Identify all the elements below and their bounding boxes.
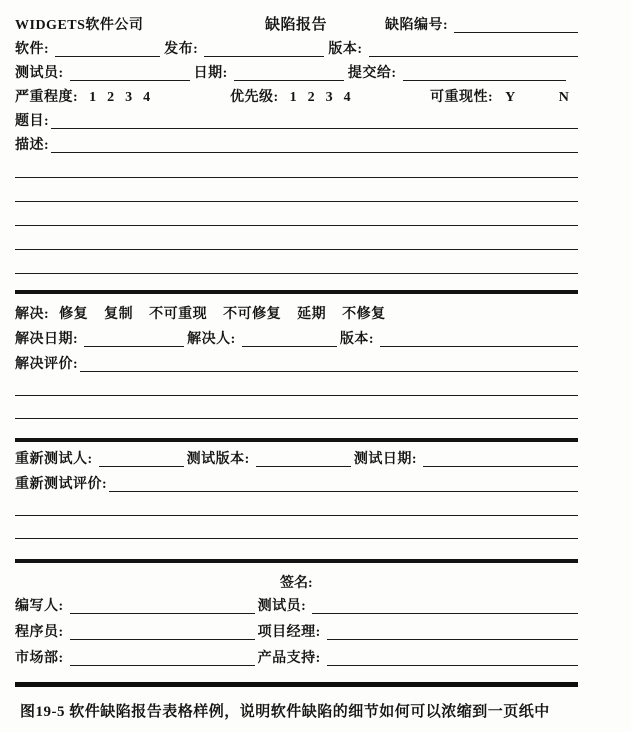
software-label: 软件:	[15, 42, 50, 57]
retest-blank-line	[15, 493, 578, 516]
resolution-label: 解决:	[15, 307, 50, 322]
assigned-to-field-line	[403, 77, 566, 81]
priority-options	[290, 89, 362, 106]
priority-option-3: 3	[325, 90, 334, 105]
assigned-to-label: 提交给:	[347, 66, 397, 81]
description-blank-line	[15, 154, 578, 178]
description-row	[15, 130, 578, 154]
priority-option-4: 4	[343, 90, 352, 105]
reproducible-label: 可重现性:	[430, 90, 494, 105]
retest-date-label: 测试日期:	[353, 452, 418, 467]
resolver-field-line	[242, 343, 337, 347]
description-blank-line	[15, 178, 578, 202]
date-label: 日期:	[193, 66, 228, 81]
priority-group	[230, 89, 430, 106]
project-manager-label: 项目经理:	[257, 625, 321, 640]
bug-title-row	[15, 106, 578, 130]
retest-comment-label: 重新测试评价:	[15, 477, 108, 492]
bottom-divider	[15, 682, 578, 687]
reproducible-option-yes: Y	[505, 90, 516, 105]
resolution-option-duplicate: 复制	[104, 307, 134, 322]
company-name: WIDGETS软件公司	[15, 18, 144, 33]
release-label: 发布:	[164, 42, 199, 57]
priority-label: 优先级:	[230, 90, 279, 105]
resolution-version-field-line	[380, 343, 578, 347]
retest-version-label: 测试版本:	[186, 452, 250, 467]
retester-label: 重新测试人:	[15, 452, 93, 467]
resolver-label: 解决人:	[187, 332, 236, 347]
author-label: 编写人:	[15, 599, 64, 614]
resolution-option-deferred: 延期	[297, 307, 327, 322]
product-support-label: 产品支持:	[257, 651, 321, 666]
sig-tester-label: 测试员:	[257, 599, 307, 614]
description-field-line	[51, 149, 578, 153]
date-field-line	[234, 77, 344, 81]
bug-title-label: 题目:	[15, 114, 50, 129]
marketing-label: 市场部:	[15, 651, 64, 666]
resolution-date-label: 解决日期:	[15, 332, 79, 347]
defect-number-field-line	[454, 29, 578, 33]
severity-option-4: 4	[143, 90, 151, 105]
version-field-line	[369, 53, 578, 57]
software-row	[15, 34, 578, 58]
severity-group	[15, 89, 230, 106]
resolution-blank-line	[15, 396, 578, 419]
resolution-options	[59, 306, 402, 323]
reproducible-option-no: N	[558, 90, 570, 105]
resolution-blank-line	[15, 373, 578, 396]
resolution-option-wont-fix: 不修复	[342, 307, 386, 322]
tester-field-line	[70, 77, 190, 81]
author-signature-line	[70, 610, 255, 614]
tester-row	[15, 58, 578, 82]
retest-comment-row	[15, 468, 578, 493]
description-blank-line	[15, 226, 578, 250]
resolution-option-cannot-fix: 不可修复	[223, 307, 282, 322]
signature-heading: 签名:	[280, 576, 313, 591]
release-field-line	[204, 53, 324, 57]
bug-title-field-line	[51, 125, 578, 129]
figure-caption: 图19-5 软件缺陷报告表格样例，说明软件缺陷的细节如何可以浓缩到一页纸中	[20, 704, 550, 720]
section-divider	[15, 290, 578, 294]
defect-number-label: 缺陷编号:	[385, 18, 449, 33]
retest-row	[15, 442, 578, 468]
reproducible-group	[430, 89, 578, 106]
severity-option-1: 1	[89, 90, 97, 105]
retest-version-field-line	[256, 463, 351, 467]
resolution-version-label: 版本:	[339, 332, 375, 347]
severity-option-2: 2	[107, 90, 115, 105]
resolution-date-row	[15, 323, 578, 348]
retest-date-field-line	[423, 463, 578, 467]
retest-blank-line	[15, 516, 578, 539]
severity-label: 严重程度:	[15, 90, 79, 105]
resolution-comment-label: 解决评价:	[15, 357, 79, 372]
resolution-comment-field-line	[80, 368, 578, 372]
form-title: 缺陷报告	[265, 17, 328, 33]
retester-field-line	[99, 463, 184, 467]
priority-option-2: 2	[307, 90, 316, 105]
resolution-row	[15, 301, 578, 323]
programmer-label: 程序员:	[15, 625, 64, 640]
retest-comment-field-line	[109, 488, 578, 492]
signature-row-marketing	[15, 641, 578, 667]
form-header-row	[15, 8, 578, 34]
marketing-signature-line	[70, 662, 255, 666]
resolution-option-fixed: 修复	[59, 307, 89, 322]
resolution-comment-row	[15, 348, 578, 373]
section-divider	[15, 559, 578, 563]
priority-option-1: 1	[289, 90, 298, 105]
tester-label: 测试员:	[15, 66, 64, 81]
description-blank-line	[15, 250, 578, 274]
severity-options	[89, 89, 161, 106]
version-label: 版本:	[328, 42, 363, 57]
ratings-row	[15, 82, 578, 106]
programmer-signature-line	[70, 636, 255, 640]
description-label: 描述:	[15, 138, 50, 153]
project-manager-signature-line	[327, 636, 578, 640]
signature-row-programmer	[15, 615, 578, 641]
product-support-signature-line	[327, 662, 578, 666]
resolution-option-not-reproducible: 不可重现	[149, 307, 208, 322]
software-field-line	[55, 53, 160, 57]
severity-option-3: 3	[125, 90, 133, 105]
sig-tester-signature-line	[312, 610, 578, 614]
resolution-date-field-line	[84, 343, 184, 347]
description-blank-line	[15, 202, 578, 226]
signature-row-author	[15, 590, 578, 615]
